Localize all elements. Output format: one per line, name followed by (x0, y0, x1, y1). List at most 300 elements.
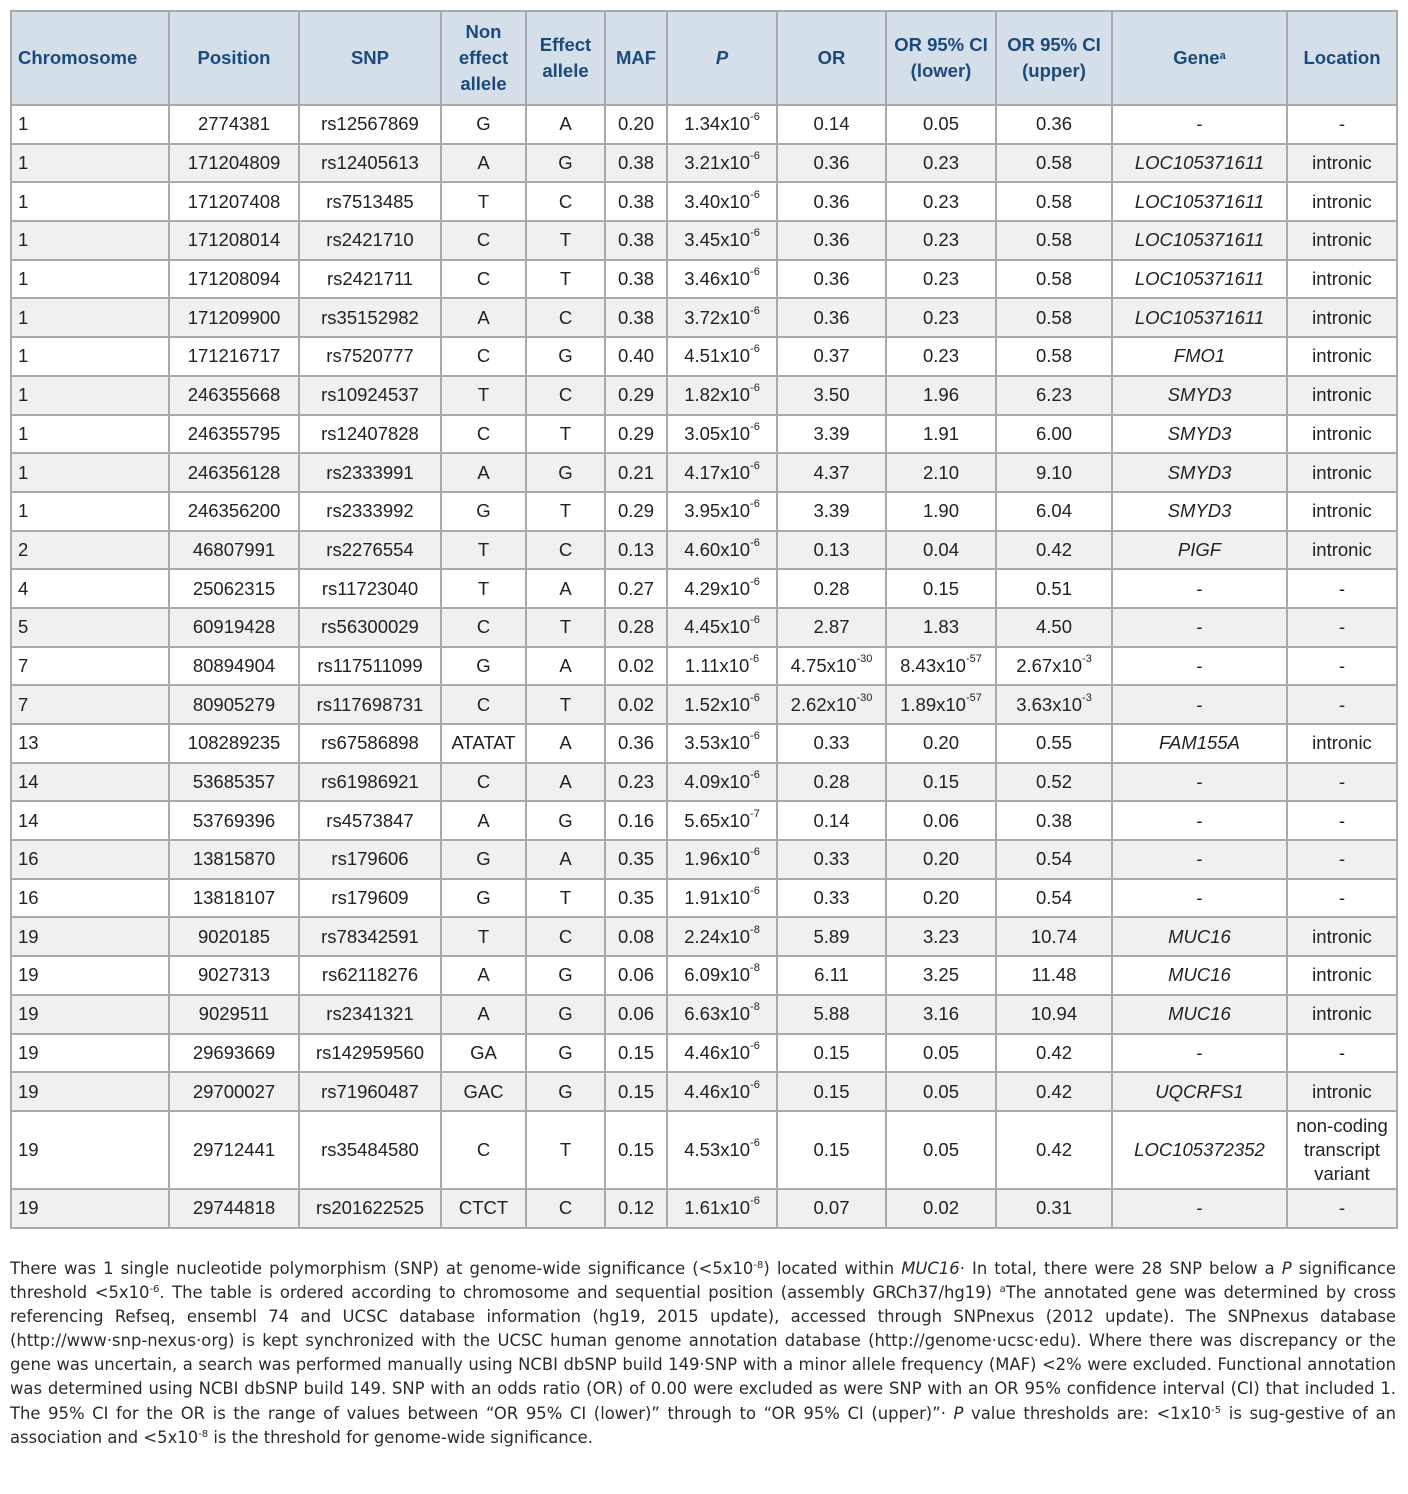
cell-chromosome: 5 (11, 608, 169, 647)
cell-or-ci-lower-mantissa: 0.23 (922, 229, 959, 251)
cell-effect-allele: C (526, 298, 605, 337)
cell-position: 25062315 (169, 569, 299, 608)
cell-or-ci-upper-mantissa: 0.42 (1035, 1041, 1072, 1063)
cell-position: 53769396 (169, 801, 299, 840)
cell-or (777, 1034, 886, 1073)
cell-or-mantissa: 0.15 (813, 1080, 850, 1102)
cell-p-mantissa: 3.40x10 (684, 190, 751, 212)
cell-or-ci-upper-mantissa: 3.63x10 (1016, 693, 1083, 715)
cell-or-ci-upper-mantissa: 0.42 (1035, 1138, 1072, 1160)
cell-location: - (1287, 1189, 1397, 1228)
cell-p (667, 144, 777, 183)
cell-effect-allele: G (526, 995, 605, 1034)
cell-or-ci-lower-mantissa: 2.10 (922, 461, 959, 483)
cell-or (777, 995, 886, 1034)
cell-or (777, 492, 886, 531)
cell-or-ci-lower-mantissa: 0.20 (922, 887, 959, 909)
cell-location: intronic (1287, 492, 1397, 531)
cell-snp: rs117511099 (299, 647, 441, 686)
cell-non-effect-allele: T (441, 376, 526, 415)
header-location: Location (1287, 11, 1397, 105)
cell-snp: rs7513485 (299, 182, 441, 221)
cell-p-exponent: -6 (750, 304, 760, 317)
cell-p-mantissa: 1.91x10 (684, 887, 751, 909)
cell-or-ci-lower (886, 917, 996, 956)
cell-or-mantissa: 3.50 (813, 384, 850, 406)
cell-p (667, 376, 777, 415)
cell-p (667, 298, 777, 337)
cell-gene: LOC105371611 (1112, 182, 1287, 221)
cell-p (667, 724, 777, 763)
cell-snp: rs35152982 (299, 298, 441, 337)
cell-p-mantissa: 1.96x10 (684, 848, 751, 870)
cell-effect-allele: T (526, 879, 605, 918)
cell-or (777, 724, 886, 763)
cell-p (667, 1189, 777, 1228)
cell-position: 171204809 (169, 144, 299, 183)
header-gene (1112, 11, 1287, 105)
cell-p-mantissa: 6.63x10 (684, 1003, 751, 1025)
cell-or-ci-upper-mantissa: 0.58 (1035, 190, 1072, 212)
cell-gene: SMYD3 (1112, 492, 1287, 531)
table-body (11, 105, 1397, 1228)
cell-position: 2774381 (169, 105, 299, 144)
cell-p-mantissa: 6.09x10 (684, 964, 751, 986)
cell-maf: 0.12 (605, 1189, 667, 1228)
cell-p-exponent: -6 (750, 614, 760, 627)
table-row (11, 724, 1397, 763)
cell-non-effect-allele: T (441, 182, 526, 221)
cell-snp: rs35484580 (299, 1111, 441, 1189)
cell-or-ci-upper (996, 840, 1112, 879)
cell-maf: 0.38 (605, 298, 667, 337)
cell-maf: 0.06 (605, 995, 667, 1034)
cell-effect-allele: A (526, 724, 605, 763)
cell-p (667, 569, 777, 608)
cell-non-effect-allele: C (441, 260, 526, 299)
cell-or-ci-lower-mantissa: 0.05 (922, 1041, 959, 1063)
header-non-effect-allele: Non effect allele (441, 11, 526, 105)
table-row (11, 415, 1397, 454)
cell-maf: 0.08 (605, 917, 667, 956)
cell-p-mantissa: 3.72x10 (684, 306, 751, 328)
cell-or-ci-upper (996, 260, 1112, 299)
cell-or-ci-lower-mantissa: 0.23 (922, 152, 959, 174)
cell-or-ci-lower-mantissa: 0.20 (922, 732, 959, 754)
footnote-p-symbol: P (1281, 1259, 1292, 1278)
cell-snp: rs11723040 (299, 569, 441, 608)
cell-chromosome: 19 (11, 917, 169, 956)
footnote-text: significance threshold <5x10 (10, 1259, 1397, 1303)
cell-p (667, 917, 777, 956)
table-footnote (10, 1257, 1396, 1450)
cell-chromosome: 1 (11, 298, 169, 337)
cell-or (777, 337, 886, 376)
cell-or (777, 415, 886, 454)
cell-or-ci-upper (996, 724, 1112, 763)
footnote-mark: a (999, 1284, 1006, 1296)
cell-or-ci-upper-mantissa: 0.58 (1035, 268, 1072, 290)
cell-or-ci-lower-mantissa: 0.06 (922, 809, 959, 831)
cell-or (777, 221, 886, 260)
cell-or-ci-lower (886, 531, 996, 570)
cell-or-ci-upper (996, 879, 1112, 918)
cell-or-ci-lower (886, 453, 996, 492)
cell-chromosome: 19 (11, 956, 169, 995)
cell-p-mantissa: 4.60x10 (684, 538, 751, 560)
cell-or-ci-upper-mantissa: 0.54 (1035, 848, 1072, 870)
footnote-gene-name: MUC16 (901, 1259, 960, 1278)
header-position: Position (169, 11, 299, 105)
cell-or-ci-lower-mantissa: 1.96 (922, 384, 959, 406)
cell-snp: rs10924537 (299, 376, 441, 415)
header-row (11, 11, 1397, 105)
header-chromosome: Chromosome (11, 11, 169, 105)
cell-or-ci-upper (996, 569, 1112, 608)
cell-location: intronic (1287, 337, 1397, 376)
table-row (11, 685, 1397, 724)
cell-chromosome: 14 (11, 801, 169, 840)
cell-non-effect-allele: A (441, 956, 526, 995)
cell-p-exponent: -6 (750, 885, 760, 898)
cell-or-ci-upper (996, 1189, 1112, 1228)
cell-position: 9020185 (169, 917, 299, 956)
footnote-exponent: -8 (198, 1428, 209, 1440)
cell-position: 29712441 (169, 1111, 299, 1189)
cell-or-ci-upper (996, 298, 1112, 337)
cell-non-effect-allele: G (441, 492, 526, 531)
cell-or (777, 298, 886, 337)
cell-or-ci-lower-mantissa: 0.23 (922, 345, 959, 367)
cell-effect-allele: A (526, 647, 605, 686)
cell-non-effect-allele: A (441, 801, 526, 840)
cell-p-exponent: -6 (750, 266, 760, 279)
cell-chromosome: 2 (11, 531, 169, 570)
cell-non-effect-allele: G (441, 879, 526, 918)
cell-gene: UQCRFS1 (1112, 1072, 1287, 1111)
cell-p-exponent: -6 (750, 769, 760, 782)
cell-chromosome: 1 (11, 492, 169, 531)
cell-snp: rs142959560 (299, 1034, 441, 1073)
cell-non-effect-allele: C (441, 685, 526, 724)
cell-location: - (1287, 647, 1397, 686)
cell-or-mantissa: 0.33 (813, 732, 850, 754)
cell-location: intronic (1287, 144, 1397, 183)
cell-chromosome: 19 (11, 1111, 169, 1189)
cell-or (777, 569, 886, 608)
table-row (11, 1189, 1397, 1228)
table-row (11, 453, 1397, 492)
cell-chromosome: 1 (11, 453, 169, 492)
cell-p-mantissa: 5.65x10 (684, 809, 751, 831)
cell-location: intronic (1287, 917, 1397, 956)
cell-p-exponent: -6 (750, 420, 760, 433)
cell-or-ci-upper (996, 956, 1112, 995)
cell-chromosome: 19 (11, 995, 169, 1034)
cell-p (667, 221, 777, 260)
cell-or-ci-lower-mantissa: 3.25 (922, 964, 959, 986)
cell-or-ci-lower (886, 840, 996, 879)
table-row (11, 376, 1397, 415)
cell-gene: SMYD3 (1112, 415, 1287, 454)
cell-effect-allele: C (526, 531, 605, 570)
cell-or-ci-upper-mantissa: 9.10 (1035, 461, 1072, 483)
cell-or-mantissa: 0.15 (813, 1138, 850, 1160)
cell-gene: - (1112, 1034, 1287, 1073)
cell-maf: 0.29 (605, 492, 667, 531)
cell-gene: - (1112, 1189, 1287, 1228)
cell-or-exponent: -30 (856, 652, 873, 665)
cell-maf: 0.38 (605, 260, 667, 299)
cell-or-ci-upper (996, 105, 1112, 144)
cell-effect-allele: A (526, 840, 605, 879)
cell-p-mantissa: 3.05x10 (684, 422, 751, 444)
cell-or-mantissa: 6.11 (814, 964, 849, 986)
cell-p (667, 492, 777, 531)
cell-snp: rs179606 (299, 840, 441, 879)
cell-or-ci-upper-mantissa: 11.48 (1031, 964, 1077, 986)
cell-or-ci-lower (886, 995, 996, 1034)
cell-or-ci-upper-mantissa: 10.94 (1030, 1003, 1078, 1025)
cell-snp: rs78342591 (299, 917, 441, 956)
cell-or (777, 608, 886, 647)
table-row (11, 182, 1397, 221)
cell-p-mantissa: 1.61x10 (684, 1197, 751, 1219)
cell-chromosome: 1 (11, 376, 169, 415)
cell-non-effect-allele: C (441, 337, 526, 376)
cell-snp: rs12407828 (299, 415, 441, 454)
cell-non-effect-allele: A (441, 995, 526, 1034)
cell-gene: SMYD3 (1112, 376, 1287, 415)
cell-non-effect-allele: C (441, 221, 526, 260)
cell-location: intronic (1287, 531, 1397, 570)
cell-or (777, 647, 886, 686)
cell-p (667, 840, 777, 879)
cell-or-ci-lower (886, 608, 996, 647)
cell-location: intronic (1287, 995, 1397, 1034)
cell-snp: rs2333991 (299, 453, 441, 492)
cell-or-ci-lower-mantissa: 1.90 (922, 500, 959, 522)
cell-or-ci-upper (996, 801, 1112, 840)
cell-p-exponent: -6 (750, 382, 760, 395)
cell-or-ci-upper (996, 182, 1112, 221)
cell-or-mantissa: 4.37 (813, 461, 850, 483)
cell-or-ci-lower-mantissa: 1.89x10 (900, 693, 966, 715)
cell-p-exponent: -6 (750, 111, 760, 124)
cell-or-ci-lower (886, 569, 996, 608)
cell-or-ci-upper-mantissa: 10.74 (1030, 925, 1078, 947)
header-or-ci-upper: OR 95% CI (upper) (996, 11, 1112, 105)
cell-effect-allele: C (526, 917, 605, 956)
cell-chromosome: 1 (11, 337, 169, 376)
cell-effect-allele: C (526, 182, 605, 221)
cell-or-ci-lower-mantissa: 1.91 (922, 422, 959, 444)
table-row (11, 1034, 1397, 1073)
cell-chromosome: 1 (11, 260, 169, 299)
cell-gene: MUC16 (1112, 917, 1287, 956)
cell-p-mantissa: 4.46x10 (684, 1080, 751, 1102)
cell-snp: rs179609 (299, 879, 441, 918)
cell-maf: 0.27 (605, 569, 667, 608)
cell-p (667, 995, 777, 1034)
cell-non-effect-allele: T (441, 531, 526, 570)
table-row (11, 1111, 1397, 1189)
cell-or (777, 801, 886, 840)
cell-chromosome: 14 (11, 763, 169, 802)
cell-snp: rs12405613 (299, 144, 441, 183)
table-row (11, 879, 1397, 918)
cell-p (667, 1072, 777, 1111)
table-row (11, 956, 1397, 995)
cell-effect-allele: G (526, 1034, 605, 1073)
cell-effect-allele: T (526, 260, 605, 299)
cell-gene: MUC16 (1112, 995, 1287, 1034)
cell-or-ci-upper-exponent: -3 (1082, 691, 1092, 704)
cell-or-mantissa: 0.13 (813, 538, 850, 560)
cell-p-mantissa: 1.82x10 (684, 384, 751, 406)
cell-or-mantissa: 0.36 (813, 268, 850, 290)
cell-effect-allele: G (526, 144, 605, 183)
cell-or-ci-lower-mantissa: 0.23 (922, 268, 959, 290)
cell-gene: - (1112, 879, 1287, 918)
footnote-text: · In total, there were 28 SNP below a (959, 1259, 1282, 1278)
cell-or (777, 879, 886, 918)
header-gene-footnote-mark: a (1219, 50, 1226, 62)
cell-snp: rs12567869 (299, 105, 441, 144)
cell-effect-allele: T (526, 685, 605, 724)
cell-gene: MUC16 (1112, 956, 1287, 995)
cell-p-mantissa: 4.29x10 (684, 577, 751, 599)
cell-snp: rs71960487 (299, 1072, 441, 1111)
cell-p-exponent: -6 (750, 459, 760, 472)
cell-position: 60919428 (169, 608, 299, 647)
cell-p-exponent: -8 (750, 1001, 760, 1014)
cell-or-ci-lower-mantissa: 3.16 (922, 1003, 959, 1025)
cell-or-ci-upper-mantissa: 0.38 (1035, 809, 1072, 831)
cell-p-exponent: -6 (750, 188, 760, 201)
table-row (11, 260, 1397, 299)
cell-maf: 0.13 (605, 531, 667, 570)
cell-or (777, 1072, 886, 1111)
cell-or (777, 1189, 886, 1228)
footnote-text: value thresholds are: <1x10 (963, 1403, 1212, 1423)
cell-or (777, 453, 886, 492)
cell-effect-allele: T (526, 1111, 605, 1189)
cell-or-ci-upper (996, 221, 1112, 260)
cell-effect-allele: C (526, 1189, 605, 1228)
cell-or-ci-lower-mantissa: 0.05 (922, 113, 959, 135)
cell-maf: 0.06 (605, 956, 667, 995)
cell-or-ci-upper-mantissa: 0.52 (1035, 771, 1072, 793)
cell-effect-allele: G (526, 1072, 605, 1111)
cell-or-ci-lower (886, 685, 996, 724)
table-row (11, 608, 1397, 647)
cell-chromosome: 13 (11, 724, 169, 763)
table-row (11, 801, 1397, 840)
cell-or (777, 182, 886, 221)
cell-effect-allele: T (526, 608, 605, 647)
cell-maf: 0.21 (605, 453, 667, 492)
cell-or-ci-lower-mantissa: 0.04 (922, 538, 959, 560)
cell-gene: - (1112, 685, 1287, 724)
cell-or-ci-lower-mantissa: 8.43x10 (900, 654, 966, 676)
cell-p-exponent: -6 (750, 730, 760, 743)
table-row (11, 531, 1397, 570)
cell-snp: rs2421710 (299, 221, 441, 260)
cell-p-mantissa: 1.34x10 (684, 113, 751, 135)
cell-or-mantissa: 0.36 (813, 152, 850, 174)
cell-non-effect-allele: A (441, 298, 526, 337)
cell-or (777, 956, 886, 995)
cell-effect-allele: G (526, 337, 605, 376)
cell-p-exponent: -6 (749, 652, 760, 665)
cell-non-effect-allele: G (441, 840, 526, 879)
cell-gene: - (1112, 840, 1287, 879)
cell-location: intronic (1287, 415, 1397, 454)
cell-or-ci-lower (886, 105, 996, 144)
cell-or-ci-upper-mantissa: 0.36 (1035, 113, 1072, 135)
cell-or-ci-lower (886, 144, 996, 183)
cell-p (667, 337, 777, 376)
cell-p (667, 453, 777, 492)
cell-p-exponent: -6 (750, 150, 760, 163)
cell-maf: 0.28 (605, 608, 667, 647)
cell-or-ci-upper-mantissa: 0.58 (1035, 306, 1072, 328)
cell-location: intronic (1287, 1072, 1397, 1111)
cell-location: intronic (1287, 298, 1397, 337)
cell-gene: LOC105371611 (1112, 260, 1287, 299)
cell-or-ci-upper-mantissa: 4.50 (1035, 616, 1072, 638)
cell-or (777, 1111, 886, 1189)
cell-or-ci-upper-mantissa: 0.58 (1035, 229, 1072, 251)
cell-maf: 0.38 (605, 144, 667, 183)
cell-p-exponent: -6 (750, 1078, 760, 1091)
cell-maf: 0.15 (605, 1034, 667, 1073)
table-row (11, 298, 1397, 337)
cell-effect-allele: G (526, 801, 605, 840)
cell-gene: FAM155A (1112, 724, 1287, 763)
footnote-text: is the threshold for genome-wide significance. (208, 1427, 593, 1447)
cell-chromosome: 19 (11, 1034, 169, 1073)
cell-p (667, 531, 777, 570)
cell-effect-allele: T (526, 415, 605, 454)
cell-or-exponent: -30 (856, 691, 873, 704)
cell-snp: rs201622525 (299, 1189, 441, 1228)
cell-maf: 0.38 (605, 221, 667, 260)
cell-or-ci-upper-mantissa: 6.23 (1035, 384, 1072, 406)
cell-p-mantissa: 3.46x10 (684, 268, 751, 290)
cell-maf: 0.38 (605, 182, 667, 221)
cell-snp: rs2421711 (299, 260, 441, 299)
cell-effect-allele: A (526, 569, 605, 608)
cell-or (777, 260, 886, 299)
cell-location: - (1287, 685, 1397, 724)
cell-location: non-coding transcript variant (1287, 1111, 1397, 1189)
cell-or (777, 144, 886, 183)
cell-or (777, 840, 886, 879)
cell-or-ci-lower (886, 337, 996, 376)
table-row (11, 647, 1397, 686)
cell-or-ci-upper-mantissa: 0.51 (1035, 577, 1072, 599)
cell-or-ci-upper (996, 917, 1112, 956)
cell-or-ci-lower (886, 1072, 996, 1111)
cell-p-mantissa: 4.45x10 (684, 616, 751, 638)
cell-gene: - (1112, 763, 1287, 802)
cell-gene: LOC105371611 (1112, 221, 1287, 260)
cell-p (667, 1111, 777, 1189)
footnote-text: ) located within (763, 1259, 902, 1278)
cell-p-exponent: -6 (750, 227, 760, 240)
